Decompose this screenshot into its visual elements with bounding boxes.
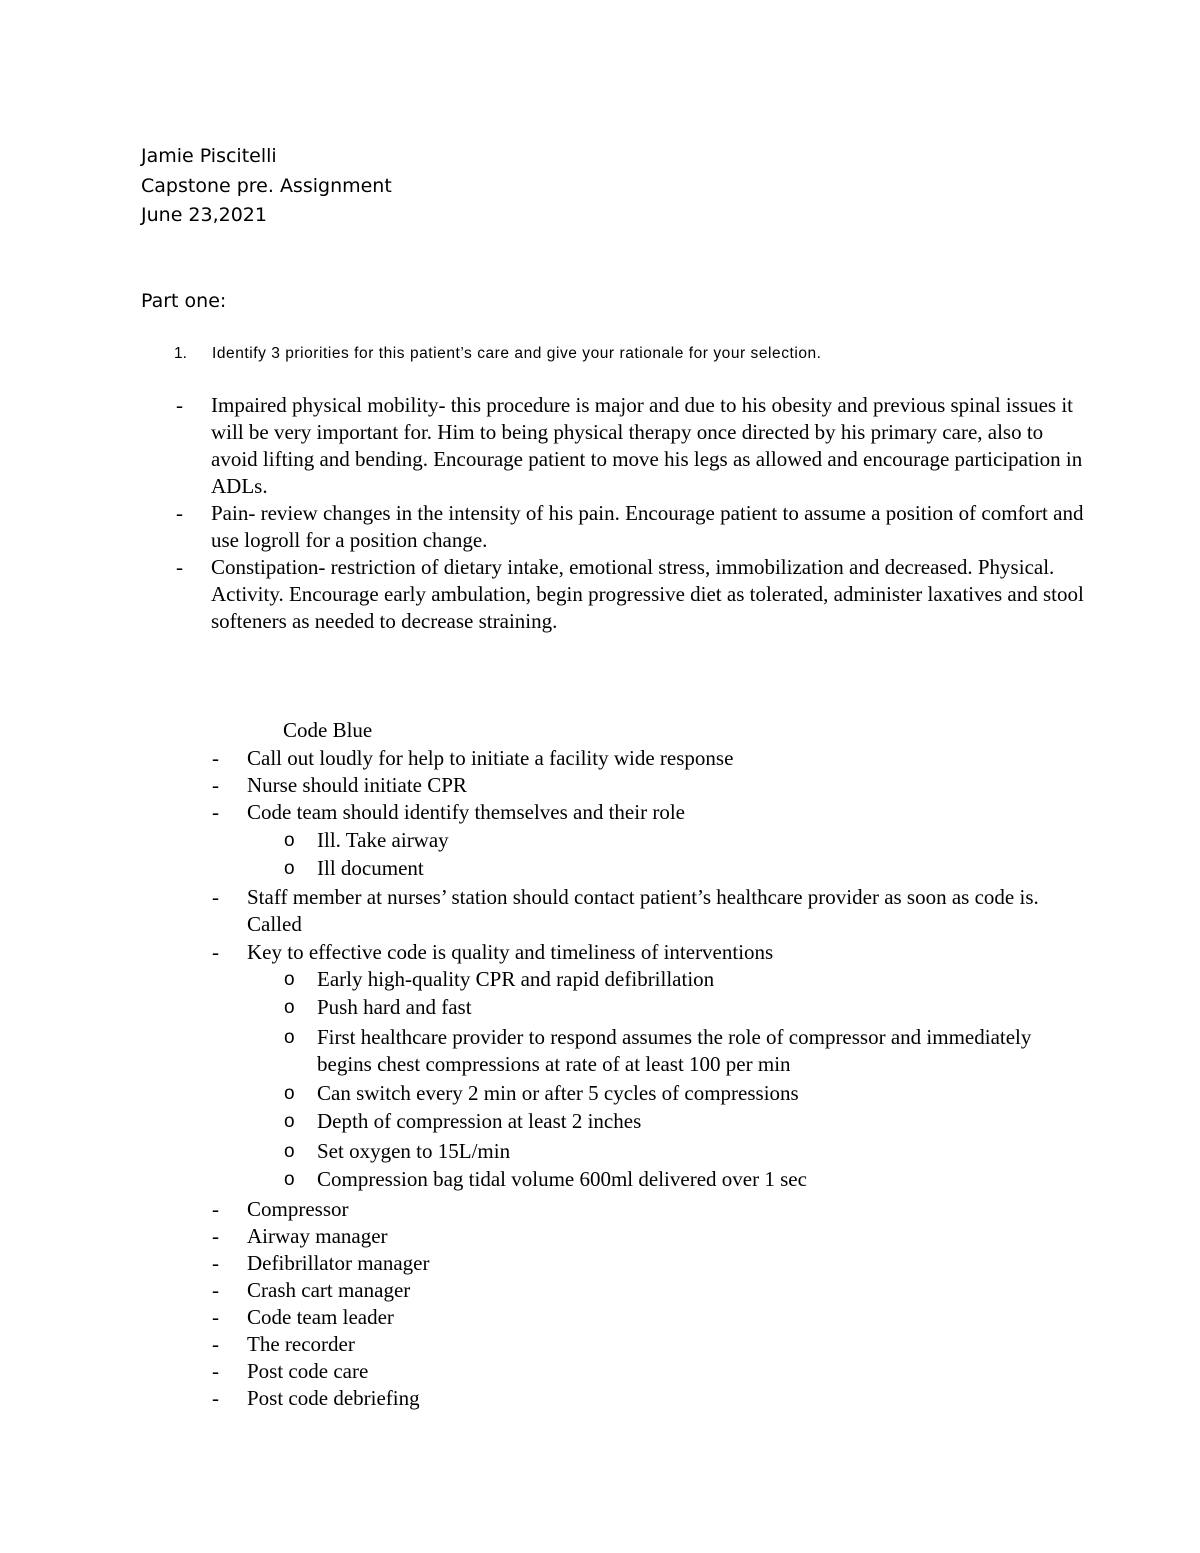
list-dash: -: [212, 1251, 219, 1275]
code-blue-role: The recorder: [247, 1332, 355, 1356]
code-blue-subitem: Early high-quality CPR and rapid defibrillation: [317, 967, 715, 991]
code-blue-role: Defibrillator manager: [247, 1251, 430, 1275]
code-blue-role: Code team leader: [247, 1305, 394, 1329]
list-dash: -: [212, 1278, 219, 1302]
sub-bullet-icon: o: [284, 1083, 295, 1104]
code-blue-subitem: Push hard and fast: [317, 995, 472, 1019]
code-blue-role: Post code care: [247, 1359, 369, 1383]
code-blue-role: Post code debriefing: [247, 1386, 420, 1410]
code-blue-item: Nurse should initiate CPR: [247, 773, 467, 797]
list-dash: -: [212, 1305, 219, 1329]
list-dash: -: [212, 800, 219, 824]
assignment-title: Capstone pre. Assignment: [141, 175, 392, 197]
part-heading: Part one:: [141, 290, 227, 312]
list-dash: -: [176, 555, 183, 579]
list-dash: -: [212, 773, 219, 797]
sub-bullet-icon: o: [284, 858, 295, 879]
question-number: 1.: [174, 345, 187, 362]
sub-bullet-icon: o: [284, 1169, 295, 1190]
code-blue-item: Key to effective code is quality and timeliness of interventions: [247, 940, 774, 964]
code-blue-subitem: Compression bag tidal volume 600ml delivered over 1 sec: [317, 1167, 807, 1191]
sub-bullet-icon: o: [284, 1027, 295, 1048]
question-text: Identify 3 priorities for this patient’s care and give your rationale for your selection.: [212, 345, 822, 362]
list-dash: -: [212, 746, 219, 770]
list-dash: -: [212, 1224, 219, 1248]
code-blue-role: Airway manager: [247, 1224, 388, 1248]
list-dash: -: [212, 1359, 219, 1383]
list-dash: -: [212, 885, 219, 909]
author-name: Jamie Piscitelli: [141, 145, 277, 167]
code-blue-subitem: First healthcare provider to respond assumes the role of compressor and immediately begins chest compressions at rate of at least 100 per min: [317, 1025, 1032, 1076]
code-blue-subitem: Ill document: [317, 856, 424, 880]
sub-bullet-icon: o: [284, 997, 295, 1018]
code-blue-subitem: Ill. Take airway: [317, 828, 449, 852]
sub-bullet-icon: o: [284, 830, 295, 851]
code-blue-subitem: Depth of compression at least 2 inches: [317, 1109, 642, 1133]
list-dash: -: [212, 1332, 219, 1356]
code-blue-role: Crash cart manager: [247, 1278, 411, 1302]
priority-item-pain: Pain- review changes in the intensity of his pain. Encourage patient to assume a position of comfort and use logroll for a position change.: [211, 501, 1084, 552]
code-blue-item: Call out loudly for help to initiate a facility wide response: [247, 746, 734, 770]
code-blue-subitem: Can switch every 2 min or after 5 cycles of compressions: [317, 1081, 799, 1105]
list-dash: -: [176, 501, 183, 525]
code-blue-item: Staff member at nurses’ station should contact patient’s healthcare provider as soon as code is. Called: [247, 885, 1039, 936]
code-blue-item: Code team should identify themselves and their role: [247, 800, 685, 824]
priority-item-mobility: Impaired physical mobility- this procedure is major and due to his obesity and previous spinal issues it will be very important for. Him to being physical therapy once directed by his primary care, also to avoid lifting and bending. Encourage patient to move his legs as allowed and encourage participation in ADLs.: [211, 393, 1083, 498]
list-dash: -: [176, 393, 183, 417]
sub-bullet-icon: o: [284, 969, 295, 990]
code-blue-role: Compressor: [247, 1197, 349, 1221]
code-blue-title: Code Blue: [283, 718, 373, 742]
list-dash: -: [212, 1386, 219, 1410]
assignment-date: June 23,2021: [141, 204, 267, 226]
list-dash: -: [212, 940, 219, 964]
sub-bullet-icon: o: [284, 1111, 295, 1132]
priority-item-constipation: Constipation- restriction of dietary intake, emotional stress, immobilization and decreased. Physical. Activity. Encourage early ambulation, begin progressive diet as tolerated, administer laxatives and stool softeners as needed to decrease straining.: [211, 555, 1084, 633]
code-blue-subitem: Set oxygen to 15L/min: [317, 1139, 511, 1163]
list-dash: -: [212, 1197, 219, 1221]
sub-bullet-icon: o: [284, 1141, 295, 1162]
